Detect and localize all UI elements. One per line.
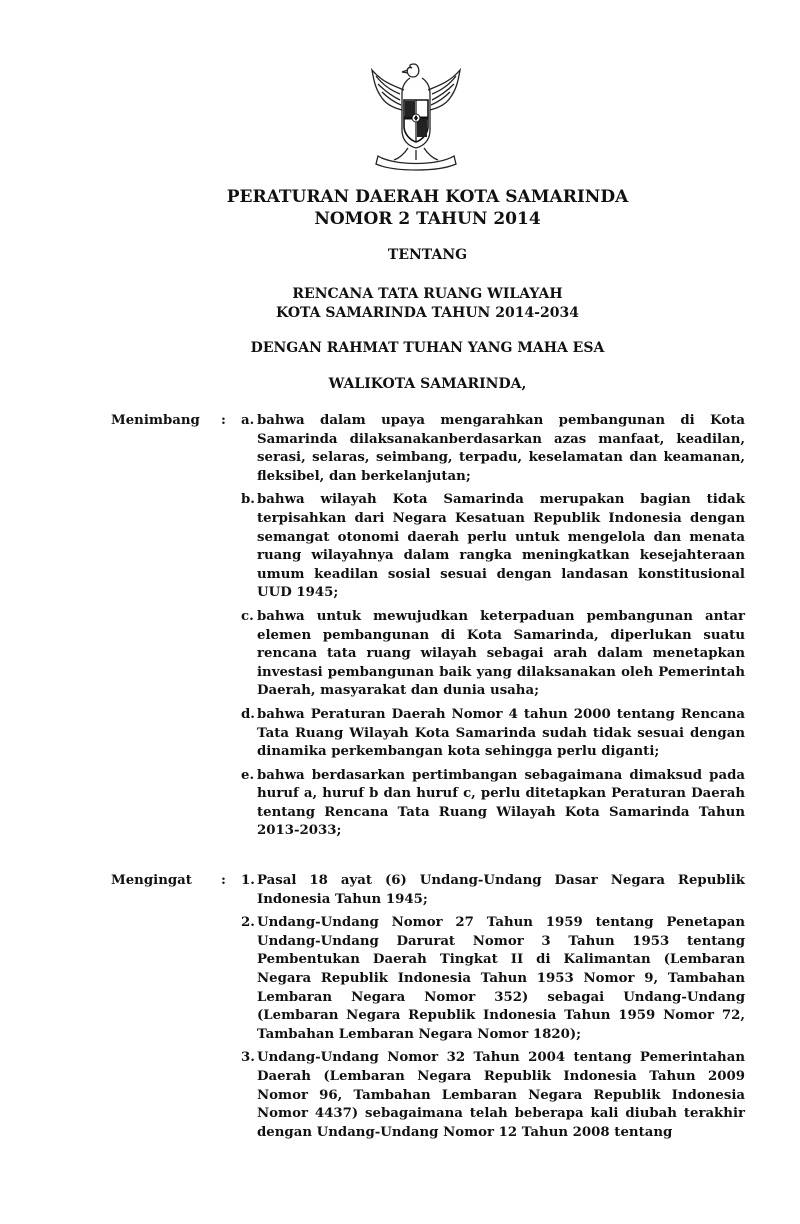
mengingat-items [241, 872, 745, 1147]
menimbang-items [241, 412, 745, 846]
subject-line-2: KOTA SAMARINDA TAHUN 2014-2034 [276, 305, 579, 321]
list-item [241, 1049, 745, 1142]
list-item [241, 491, 745, 603]
item-marker: 3. [241, 1050, 255, 1066]
list-item [241, 767, 745, 841]
title-line-2: NOMOR 2 TAHUN 2014 [314, 209, 541, 229]
garuda-pancasila-emblem-icon [364, 60, 468, 174]
regulation-subject [0, 285, 800, 323]
item-text: bahwa wilayah Kota Samarinda merupakan bagian tidak terpisahkan dari Negara Kesatuan Republik Indonesia dengan semangat otonomi daerah perlu untuk mengelola dan menata ruang wilayahnya dalam rangka meningkatkan kesejahteraan umum keadilan sosial sesuai dengan landasan konstitusional UUD 1945; [257, 492, 745, 601]
walikota-heading: WALIKOTA SAMARINDA, [328, 376, 527, 392]
list-item [241, 412, 745, 486]
item-text: bahwa untuk mewujudkan keterpaduan pembangunan antar elemen pembangunan di Kota Samarinda, diperlukan suatu rencana tata ruang wilayah sebagai arah dalam menetapkan investasi pembangunan baik yang dilaksanakan oleh Pemerintah Daerah, masyarakat dan dunia usaha; [257, 608, 745, 699]
item-text: Undang-Undang Nomor 32 Tahun 2004 tentang Pemerintahan Daerah (Lembaran Negara Republik Indonesia Tahun 2009 Nomor 96, Tambahan Lembaran Negara Republik Indonesia Nomor 4437) sebagaimana telah beberapa kali diubah terakhir dengan Undang-Undang Nomor 12 Tahun 2008 tentang [257, 1050, 745, 1140]
item-marker: d. [241, 706, 255, 722]
list-item [241, 914, 745, 1044]
title-line-1: PERATURAN DAERAH KOTA SAMARINDA [226, 187, 629, 207]
item-text: bahwa Peraturan Daerah Nomor 4 tahun 2000 tentang Rencana Tata Ruang Wilayah Kota Samarinda sudah tidak sesuai dengan dinamika perkembangan kota sehingga perlu diganti; [257, 706, 745, 760]
list-item [241, 706, 745, 762]
rahmat-heading: DENGAN RAHMAT TUHAN YANG MAHA ESA [250, 340, 605, 356]
menimbang-colon: : [221, 413, 226, 428]
mengingat-colon: : [221, 873, 226, 888]
subject-line-1: RENCANA TATA RUANG WILAYAH [292, 286, 563, 302]
item-marker: e. [241, 767, 255, 783]
item-marker: b. [241, 492, 255, 508]
item-text: Undang-Undang Nomor 27 Tahun 1959 tentang Penetapan Undang-Undang Darurat Nomor 3 Tahun 1953 tentang Pembentukan Daerah Tingkat II di Kalimantan (Lembaran Negara Republik Indonesia Tahun 1953 Nomor 9, Tambahan Lembaran Negara Nomor 352) sebagai Undang-Undang (Lembaran Negara Republik Indonesia Tahun 1959 Nomor 72, Tambahan Lembaran Negara Nomor 1820); [257, 915, 745, 1042]
item-text: bahwa berdasarkan pertimbangan sebagaimana dimaksud pada huruf a, huruf b dan huruf c, perlu ditetapkan Peraturan Daerah tentang Rencana Tata Ruang Wilayah Kota Samarinda Tahun 2013-2033; [257, 767, 745, 839]
item-text: Pasal 18 ayat (6) Undang-Undang Dasar Negara Republik Indonesia Tahun 1945; [257, 873, 745, 907]
regulation-title [0, 186, 800, 230]
list-item [241, 608, 745, 701]
tentang-heading: TENTANG [387, 247, 468, 263]
item-marker: 2. [241, 915, 255, 931]
menimbang-label: Menimbang [111, 413, 200, 428]
mengingat-label: Mengingat [111, 873, 192, 888]
item-text: bahwa dalam upaya mengarahkan pembangunan di Kota Samarinda dilaksanakanberdasarkan azas manfaat, keadilan, serasi, selaras, seimbang, terpadu, keselamatan dan keamanan, fleksibel, dan berkelanjutan; [257, 413, 745, 484]
item-marker: c. [241, 608, 254, 624]
item-marker: 1. [241, 873, 255, 888]
item-marker: a. [241, 413, 255, 428]
list-item [241, 872, 745, 909]
